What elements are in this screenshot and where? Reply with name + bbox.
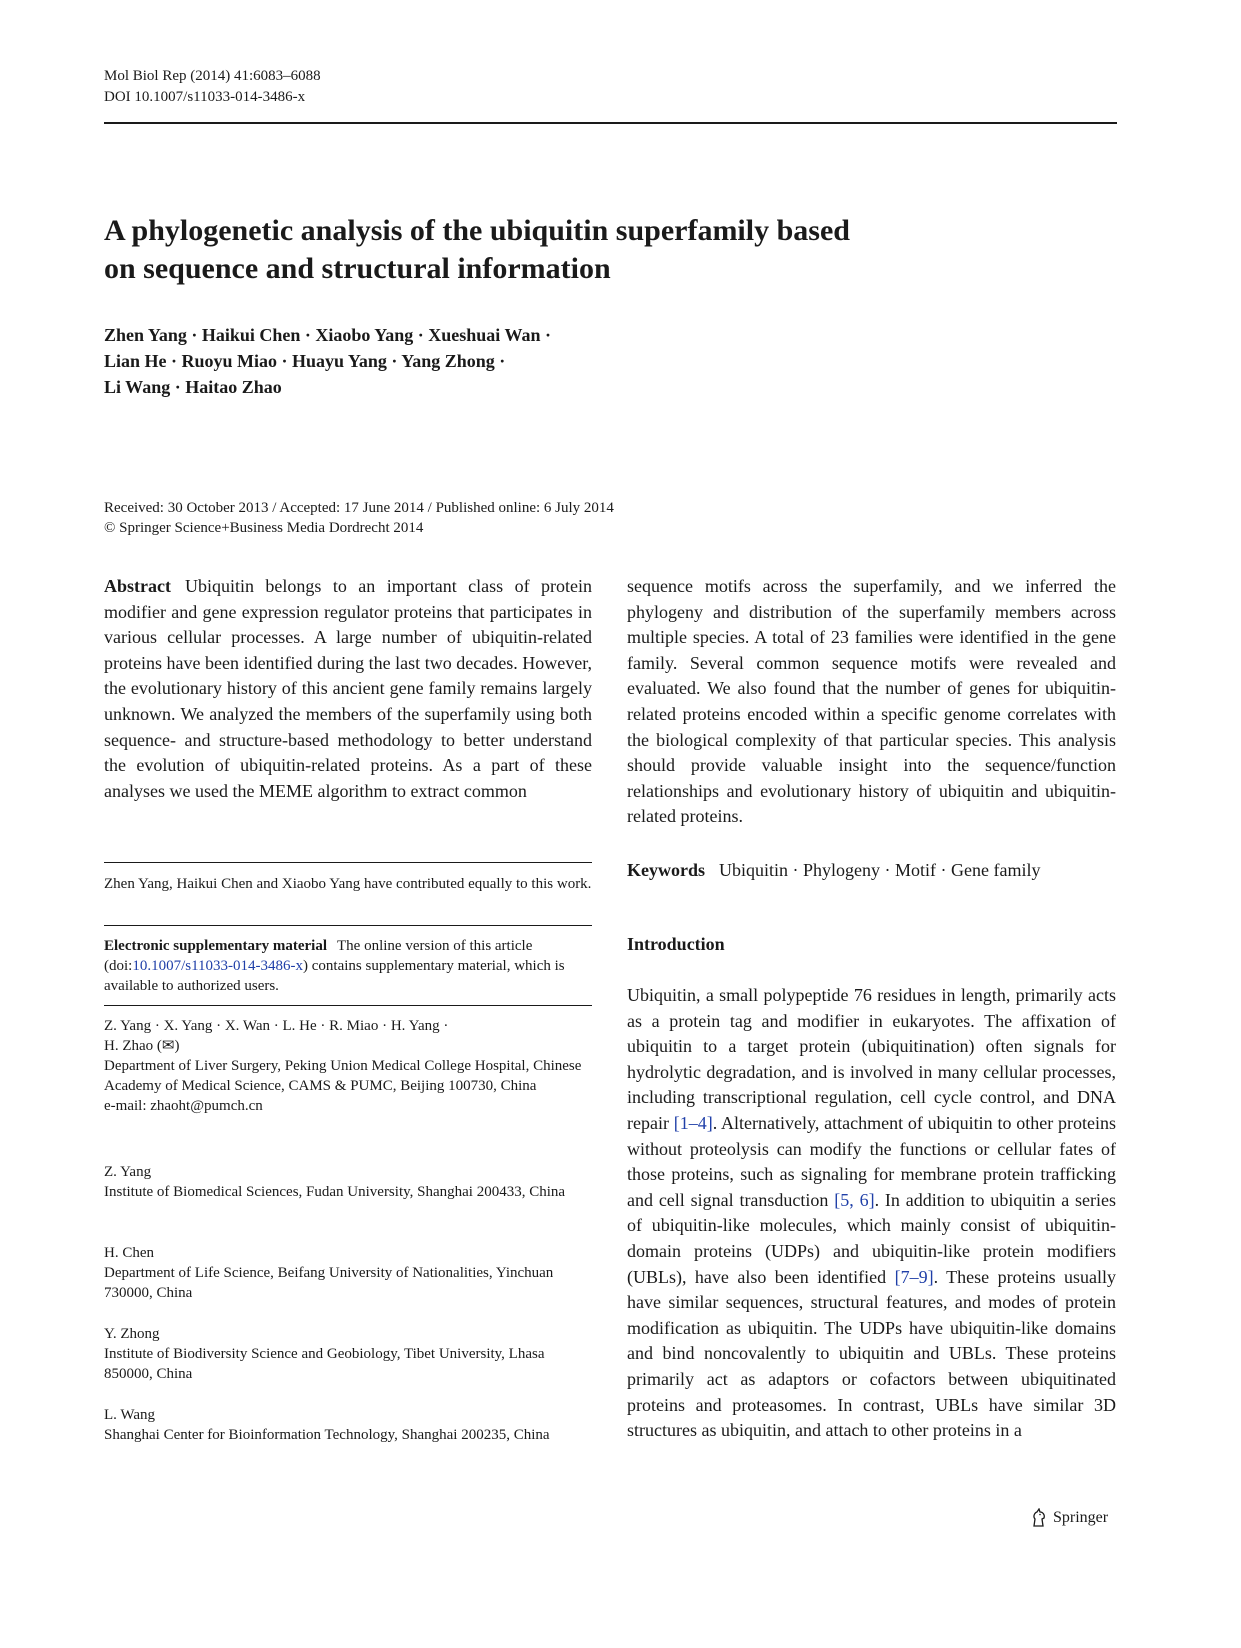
- intro-text-3: . In addition to ubiquitin a series of ubiquitin-like molecules, which mainly consist of ubiquitin-domain proteins (UDPs) and ubiquitin-like protein modifiers (UBLs), have also been identified: [627, 1189, 1116, 1287]
- esm-doi-link[interactable]: 10.1007/s11033-014-3486-x: [132, 958, 304, 974]
- esm-label: Electronic supplementary material: [104, 938, 328, 954]
- aff5-dept: Shanghai Center for Bioinformation Technology, Shanghai 200235, China: [104, 1427, 550, 1443]
- journal-citation: Mol Biol Rep (2014) 41:6083–6088: [104, 68, 321, 84]
- affiliation-2: [104, 1162, 592, 1202]
- aff3-dept: Department of Life Science, Beifang University of Nationalities, Yinchuan 730000, China: [104, 1265, 554, 1301]
- introduction-text: [627, 983, 1116, 1444]
- ref-link-7-9[interactable]: [7–9]: [894, 1266, 934, 1287]
- aff4-dept: Institute of Biodiversity Science and Geobiology, Tibet University, Lhasa 850000, China: [104, 1346, 545, 1382]
- authors-line-2: Lian He · Ruoyu Miao · Huayu Yang · Yang Zhong ·: [104, 351, 506, 371]
- intro-text-4: . These proteins usually have similar sequences, structural features, and modes of protein modification as ubiquitin. The UDPs have ubiquitin-like domains and bind noncovalently to ubiquitin and UBLs. These proteins primarily act as adaptors or cofactors between ubiquitinated proteins and proteasomes. In contrast, UBLs have similar 3D structures as ubiquitin, and attach to other proteins in a: [627, 1266, 1117, 1441]
- running-header: [104, 66, 321, 108]
- intro-text-2: . Alternatively, attachment of ubiquitin to other proteins without proteolysis can modify the functions or cellular fates of those proteins, such as signaling for membrane protein trafficking and cell signal transduction: [627, 1112, 1116, 1210]
- affiliation-5: [104, 1405, 592, 1445]
- authors-line-1: Zhen Yang · Haikui Chen · Xiaobo Yang · Xueshuai Wan ·: [104, 325, 551, 345]
- publisher-name: Springer: [1053, 1509, 1109, 1526]
- abstract-right-column: [627, 574, 1116, 830]
- aff4-name: Y. Zhong: [104, 1326, 160, 1342]
- abstract-left-column: [104, 574, 592, 804]
- affiliation-1: [104, 1016, 592, 1116]
- aff3-name: H. Chen: [104, 1245, 154, 1261]
- aff5-name: L. Wang: [104, 1407, 156, 1423]
- keywords-label: Keywords: [627, 860, 705, 880]
- aff1-names: Z. Yang · X. Yang · X. Wan · L. He · R. Miao · H. Yang ·: [104, 1018, 449, 1034]
- footnote-rule-1: [104, 862, 592, 863]
- ref-link-1-4[interactable]: [1–4]: [673, 1112, 713, 1133]
- aff1-email: e-mail: zhaoht@pumch.cn: [104, 1098, 263, 1114]
- ref-link-5-6[interactable]: [5, 6]: [834, 1189, 875, 1210]
- title-line-2: on sequence and structural information: [104, 252, 611, 285]
- abstract-text-left: Ubiquitin belongs to an important class of protein modifier and gene expression regulator proteins that participates in various cellular processes. A large number of ubiquitin-related proteins have been identified during the last two decades. However, the evolutionary history of this ancient gene family remains largely unknown. We analyzed the members of the superfamily using both sequence- and structure-based methodology to better understand the evolution of ubiquitin-related proteins. As a part of these analyses we used the MEME algorithm to extract common: [104, 576, 592, 801]
- header-rule: [104, 122, 1117, 124]
- abstract-label: Abstract: [104, 576, 171, 596]
- publication-dates: [104, 498, 614, 538]
- authors-line-3: Li Wang · Haitao Zhao: [104, 377, 282, 397]
- article-title: [104, 212, 1004, 288]
- abstract-text-right: sequence motifs across the superfamily, and we inferred the phylogeny and distribution of the superfamily members across multiple species. A total of 23 families were identified in the gene family. Several common sequence motifs were revealed and evaluated. We also found that the number of genes for ubiquitin-related proteins encoded within a specific genome correlates with the biological complexity of that particular species. This analysis should provide valuable insight into the sequence/function relationships and evolutionary history of ubiquitin and ubiquitin-related proteins.: [627, 576, 1116, 827]
- title-line-1: A phylogenetic analysis of the ubiquitin superfamily based: [104, 214, 850, 247]
- aff2-name: Z. Yang: [104, 1164, 152, 1180]
- footnote-rule-3: [104, 1005, 592, 1006]
- intro-text-1: Ubiquitin, a small polypeptide 76 residues in length, primarily acts as a protein tag and modifier in eukaryotes. The affixation of ubiquitin to a target protein (ubiquitination) often signals for hydrolytic degradation, and is involved in many cellular processes, including transcriptional regulation, cell cycle control, and DNA repair: [627, 985, 1116, 1133]
- aff1-dept: Department of Liver Surgery, Peking Union Medical College Hospital, Chinese Academy of Medical Science, CAMS & PUMC, Beijing 100730, China: [104, 1058, 582, 1094]
- publisher-logo: [1030, 1508, 1108, 1528]
- keywords-text: Ubiquitin · Phylogeny · Motif · Gene family: [719, 860, 1041, 880]
- dates-line: Received: 30 October 2013 / Accepted: 17 June 2014 / Published online: 6 July 2014: [104, 500, 614, 516]
- springer-horse-icon: [1030, 1508, 1048, 1528]
- affiliation-4: [104, 1324, 592, 1384]
- affiliation-3: [104, 1243, 592, 1303]
- equal-contribution-note: Zhen Yang, Haikui Chen and Xiaobo Yang have contributed equally to this work.: [104, 876, 592, 892]
- introduction-heading: Introduction: [627, 934, 725, 954]
- esm-text-1: The online version of this article (doi:: [104, 938, 533, 974]
- author-list: [104, 322, 551, 400]
- keywords: [627, 858, 1116, 882]
- aff2-dept: Institute of Biomedical Sciences, Fudan University, Shanghai 200433, China: [104, 1184, 566, 1200]
- aff1-corresponding: H. Zhao (✉): [104, 1038, 180, 1054]
- footnote-rule-2: [104, 925, 592, 926]
- doi-line: DOI 10.1007/s11033-014-3486-x: [104, 89, 306, 105]
- esm-text-2: ) contains supplementary material, which is available to authorized users.: [104, 958, 565, 994]
- copyright-line: © Springer Science+Business Media Dordrecht 2014: [104, 520, 424, 536]
- esm-note: [104, 936, 592, 996]
